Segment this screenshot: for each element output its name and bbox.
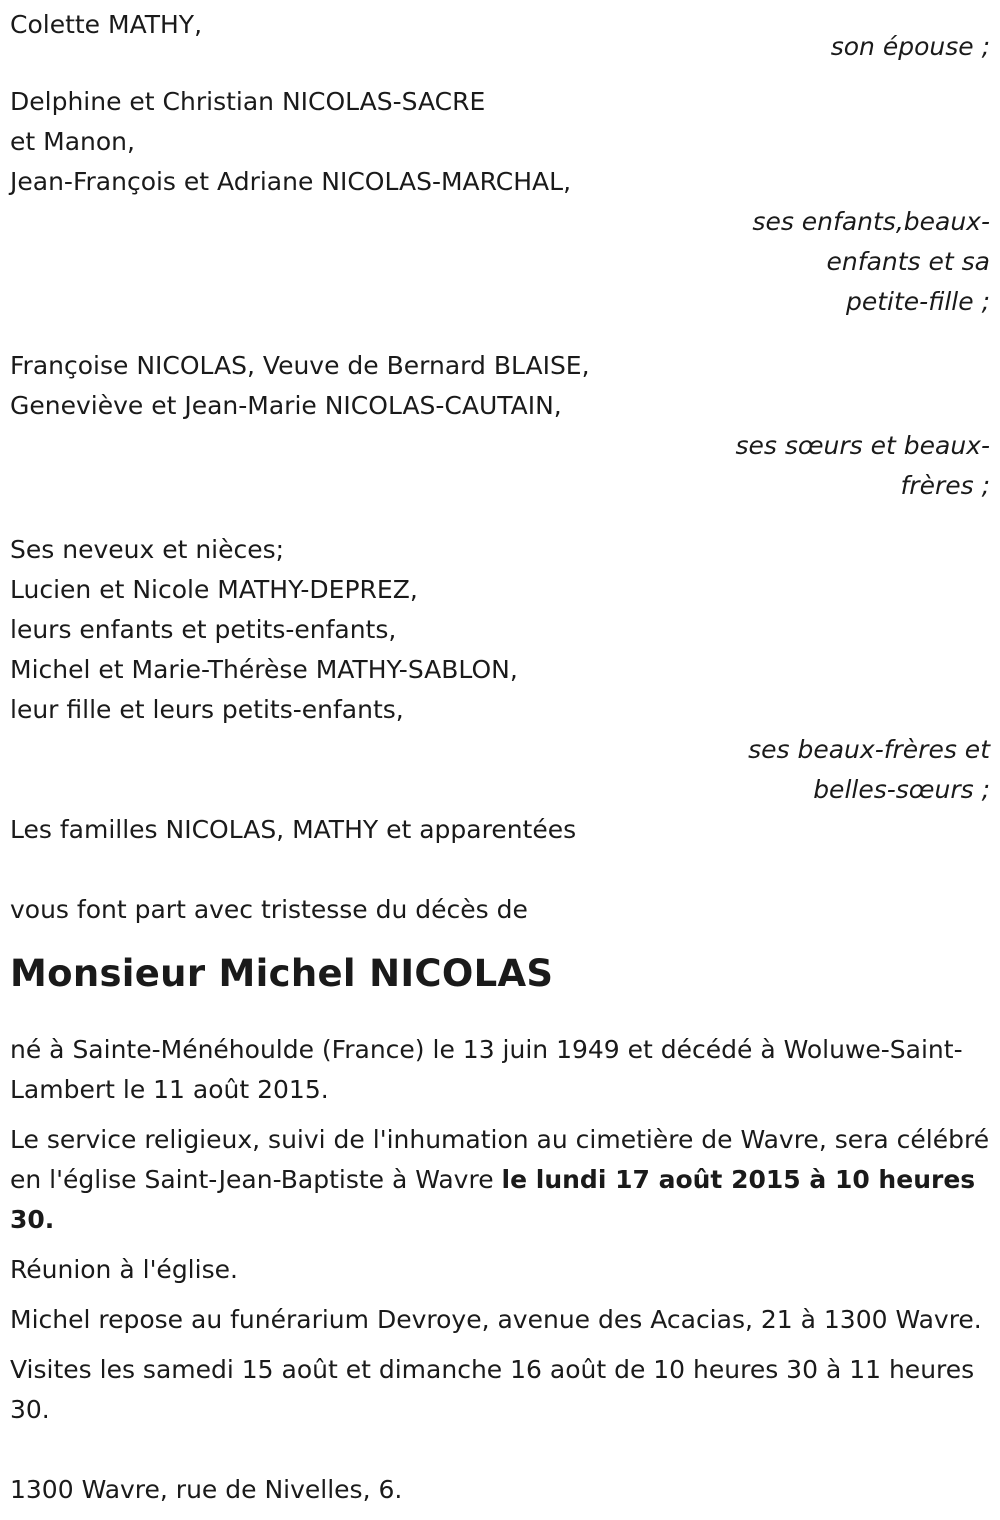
meeting-paragraph: Réunion à l'église. bbox=[10, 1255, 238, 1284]
children-relation-line-1: ses enfants,beaux- bbox=[752, 207, 990, 236]
service-text: Le service religieux, suivi de l'inhumation au cimetière de Wavre, sera célébré en l'église Saint-Jean-Baptiste à Wavre bbox=[10, 1125, 990, 1194]
families-line: Les familles NICOLAS, MATHY et apparentées bbox=[10, 815, 577, 844]
birth-death-paragraph: né à Sainte-Ménéhoulde (France) le 13 juin 1949 et décédé à Woluwe-Saint-Lambert le 11 août 2015. bbox=[10, 1035, 963, 1104]
service-date: le lundi 17 août 2015 à 10 heures 30. bbox=[10, 1165, 976, 1234]
siblings-line-2: Geneviève et Jean-Marie NICOLAS-CAUTAIN, bbox=[10, 391, 562, 420]
siblings-relation-line-2: frères ; bbox=[900, 471, 990, 500]
siblings-section bbox=[10, 346, 990, 506]
details-section bbox=[10, 1030, 990, 1510]
in-laws-line-5: leur fille et leurs petits-enfants, bbox=[10, 695, 404, 724]
in-laws-section bbox=[10, 530, 990, 810]
children-line-2: et Manon, bbox=[10, 127, 135, 156]
in-laws-relation-line-1: ses beaux-frères et bbox=[748, 735, 990, 764]
in-laws-line-1: Ses neveux et nièces; bbox=[10, 535, 285, 564]
siblings-relation-line-1: ses sœurs et beaux- bbox=[735, 431, 990, 460]
children-line-1: Delphine et Christian NICOLAS-SACRE bbox=[10, 87, 486, 116]
address-line: 1300 Wavre, rue de Nivelles, 6. bbox=[10, 1475, 403, 1504]
children-line-3: Jean-François et Adriane NICOLAS-MARCHAL, bbox=[10, 167, 572, 196]
visits-paragraph: Visites les samedi 15 août et dimanche 16 août de 10 heures 30 à 11 heures 30. bbox=[10, 1355, 975, 1424]
in-laws-line-2: Lucien et Nicole MATHY-DEPREZ, bbox=[10, 575, 418, 604]
children-relation-line-3: petite-fille ; bbox=[846, 287, 990, 316]
in-laws-line-4: Michel et Marie-Thérèse MATHY-SABLON, bbox=[10, 655, 518, 684]
spouse-relation: son épouse ; bbox=[830, 32, 990, 61]
in-laws-line-3: leurs enfants et petits-enfants, bbox=[10, 615, 397, 644]
in-laws-relation-line-2: belles-sœurs ; bbox=[813, 775, 990, 804]
deceased-name: Monsieur Michel NICOLAS bbox=[10, 952, 554, 995]
children-relation-line-2: enfants et sa bbox=[826, 247, 990, 276]
children-section bbox=[10, 82, 990, 322]
spouse-name: Colette MATHY, bbox=[10, 10, 203, 39]
spouse-section bbox=[10, 6, 990, 61]
announcement-line: vous font part avec tristesse du décès de bbox=[10, 895, 528, 924]
obituary-notice bbox=[10, 6, 990, 1520]
rest-paragraph: Michel repose au funérarium Devroye, avenue des Acacias, 21 à 1300 Wavre. bbox=[10, 1305, 982, 1334]
siblings-line-1: Françoise NICOLAS, Veuve de Bernard BLAISE, bbox=[10, 351, 590, 380]
service-paragraph bbox=[10, 1120, 990, 1240]
